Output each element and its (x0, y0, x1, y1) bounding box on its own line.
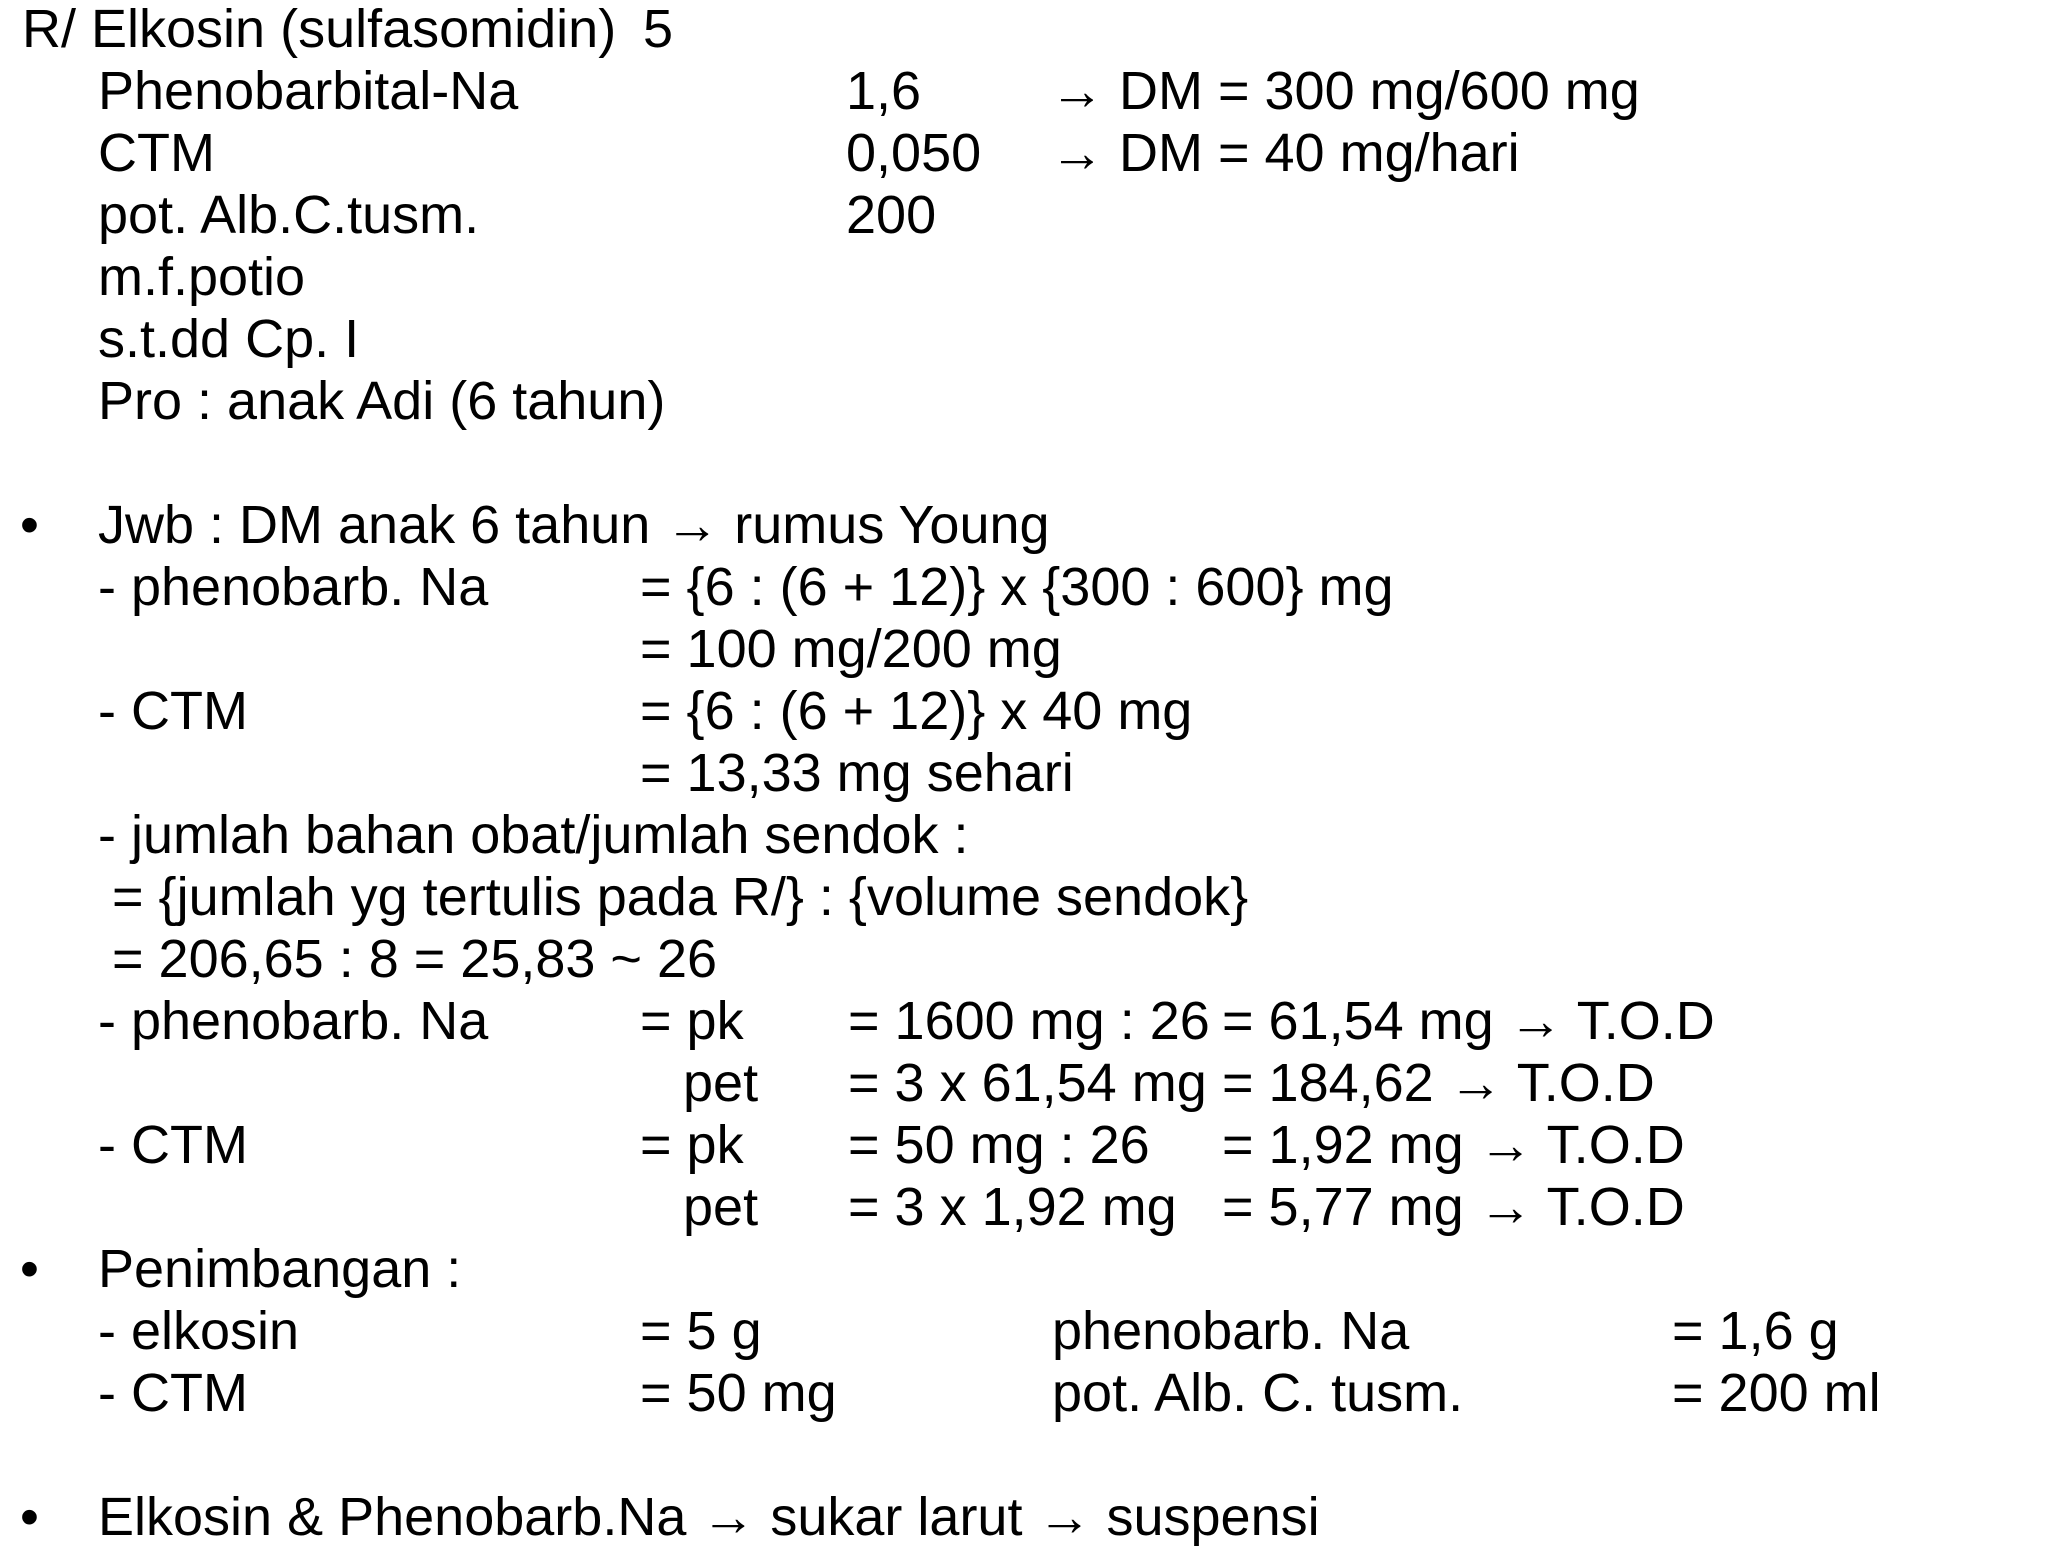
bullet-answer: • (20, 495, 39, 555)
rx-item-note: → DM = 40 mg/hari (1050, 123, 1520, 183)
weighing-left-label: - elkosin (98, 1301, 300, 1361)
rx-item-name: CTM (98, 123, 215, 183)
rx-item-note: → DM = 300 mg/600 mg (1050, 61, 1640, 121)
tod-calc: = 50 mg : 26 (848, 1115, 1150, 1175)
tod-result: = 5,77 mg → T.O.D (1222, 1177, 1685, 1237)
tod-calc: = 3 x 61,54 mg (848, 1053, 1207, 1113)
tod-label: - CTM (98, 1115, 248, 1175)
tod-label: - phenobarb. Na (98, 991, 489, 1051)
rx-item-name: Phenobarbital-Na (98, 61, 519, 121)
prescription-title-qty: 5 (643, 0, 674, 59)
weighing-left-value: = 50 mg (640, 1363, 837, 1423)
spoon-result: = 206,65 : 8 = 25,83 ~ 26 (112, 929, 718, 989)
spoon-heading: - jumlah bahan obat/jumlah sendok : (98, 805, 969, 865)
weighing-right-label: pot. Alb. C. tusm. (1052, 1363, 1464, 1423)
weighing-right-value: = 200 ml (1672, 1363, 1881, 1423)
tod-kind: pet (683, 1177, 759, 1237)
weighing-left-value: = 5 g (640, 1301, 762, 1361)
pheno-result: = 100 mg/200 mg (640, 619, 1062, 679)
prescription-title: R/ Elkosin (sulfasomidin) (22, 0, 617, 59)
rx-item-qty: 200 (846, 185, 937, 245)
rx-instruction: s.t.dd Cp. I (98, 309, 360, 369)
rx-item-qty: 0,050 (846, 123, 982, 183)
ctm-result: = 13,33 mg sehari (640, 743, 1074, 803)
ctm-label: - CTM (98, 681, 248, 741)
weighing-left-label: - CTM (98, 1363, 248, 1423)
rx-instruction: m.f.potio (98, 247, 306, 307)
conclusion-line: Elkosin & Phenobarb.Na → sukar larut → suspensi (98, 1487, 1320, 1547)
weighing-right-label: phenobarb. Na (1052, 1301, 1410, 1361)
rx-instruction: Pro : anak Adi (6 tahun) (98, 371, 666, 431)
tod-calc: = 1600 mg : 26 (848, 991, 1210, 1051)
weighing-heading: Penimbangan : (98, 1239, 462, 1299)
tod-kind: = pk (640, 991, 744, 1051)
tod-result: = 61,54 mg → T.O.D (1222, 991, 1715, 1051)
pheno-calc: = {6 : (6 + 12)} x {300 : 600} mg (640, 557, 1394, 617)
ctm-calc: = {6 : (6 + 12)} x 40 mg (640, 681, 1193, 741)
tod-kind: = pk (640, 1115, 744, 1175)
bullet-conclusion: • (20, 1487, 39, 1547)
tod-result: = 184,62 → T.O.D (1222, 1053, 1655, 1113)
tod-result: = 1,92 mg → T.O.D (1222, 1115, 1685, 1175)
pheno-label: - phenobarb. Na (98, 557, 489, 617)
answer-heading: Jwb : DM anak 6 tahun → rumus Young (98, 495, 1050, 555)
tod-calc: = 3 x 1,92 mg (848, 1177, 1177, 1237)
rx-item-name: pot. Alb.C.tusm. (98, 185, 480, 245)
weighing-right-value: = 1,6 g (1672, 1301, 1839, 1361)
bullet-weighing: • (20, 1239, 39, 1299)
tod-kind: pet (683, 1053, 759, 1113)
spoon-formula: = {jumlah yg tertulis pada R/} : {volume sendok} (112, 867, 1249, 927)
rx-item-qty: 1,6 (846, 61, 922, 121)
